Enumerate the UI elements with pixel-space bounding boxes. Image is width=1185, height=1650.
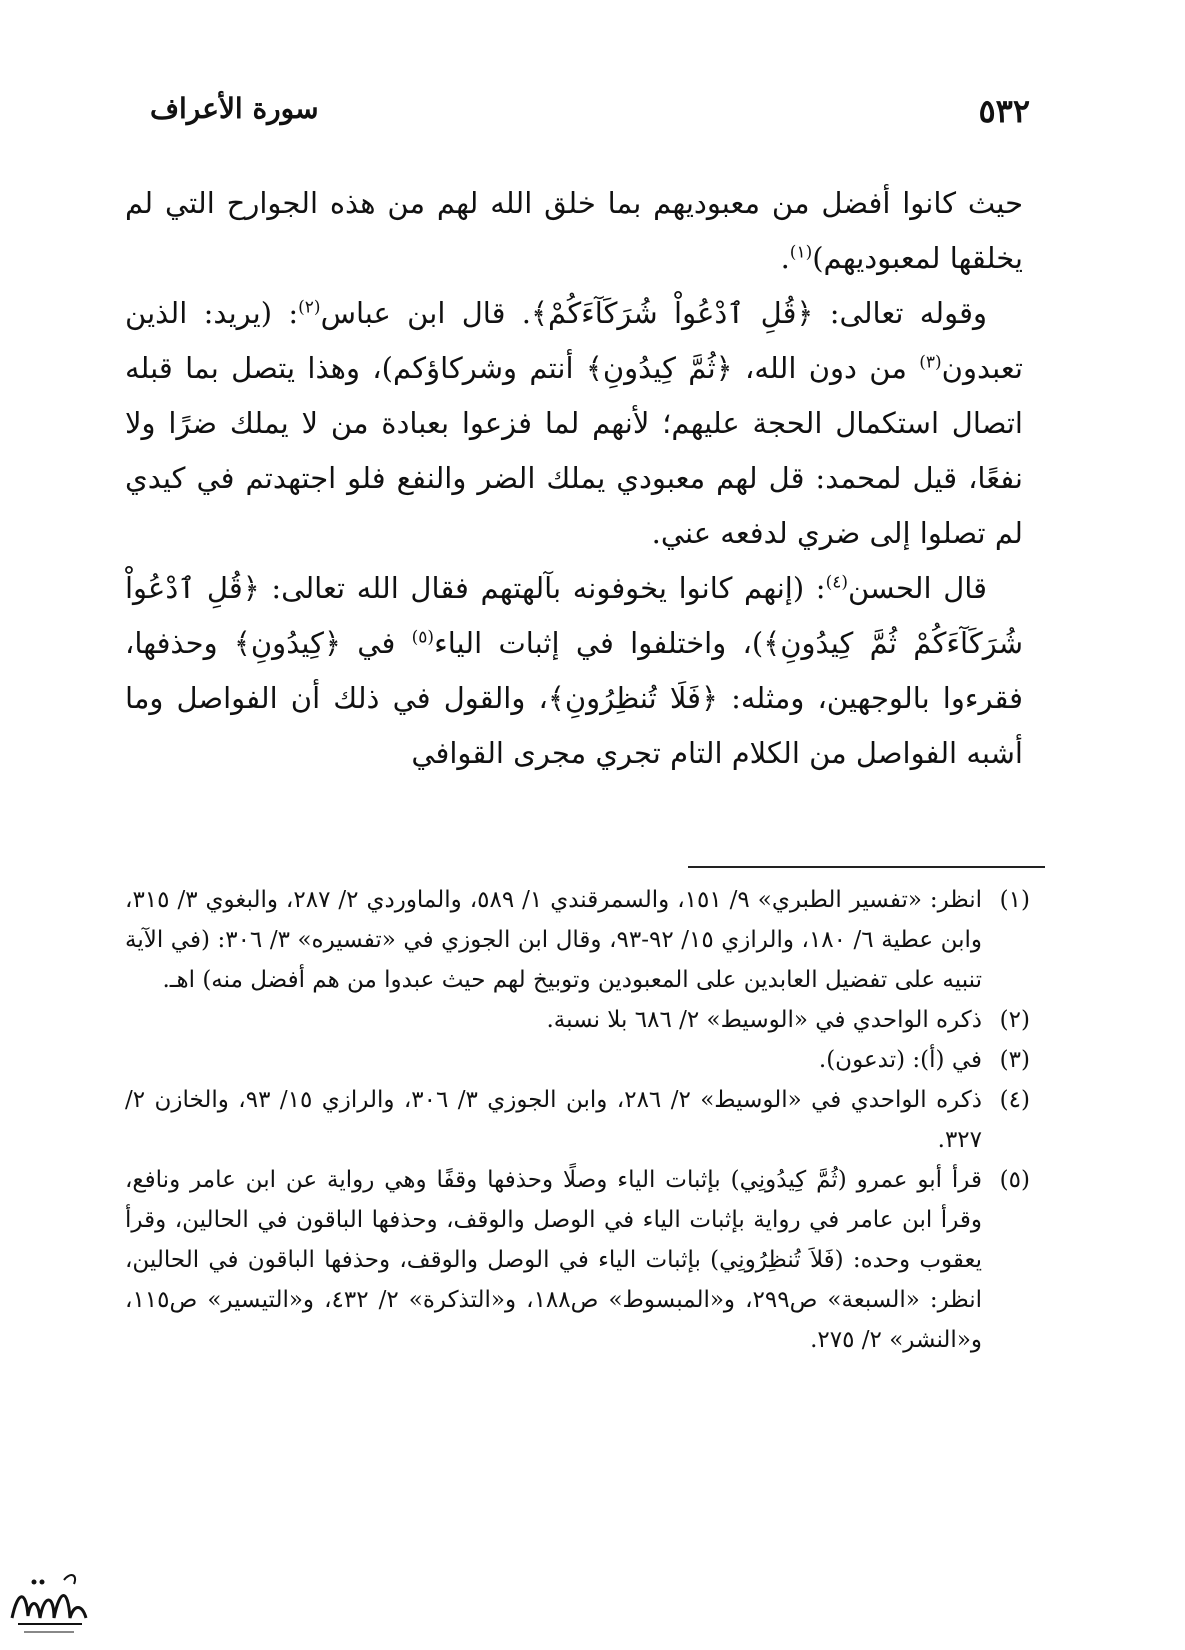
footnote-ref-1: (١) [789,242,813,263]
footnote-number: (٤) [999,1087,1030,1113]
footnote-1 [125,880,1030,1000]
paragraph-2-part-a: وقوله تعالى: ﴿قُلِ ٱدْعُواْ شُرَكَآءَكُمْ﴾. قال ابن عباس [320,296,987,330]
footnote-2 [125,1000,1030,1040]
footnote-ref-3: (٣) [919,352,942,373]
main-text [125,176,1023,781]
paragraph-3-part-a: قال الحسن [848,571,987,605]
publisher-logo [4,1560,92,1640]
paragraph-2-part-b: : (يريد: الذين تعبدون [125,296,1023,385]
footnote-5 [125,1160,1030,1360]
surah-title: سورة الأعراف [150,92,319,125]
footnotes [125,880,1030,1360]
paragraph-1-text: حيث كانوا أفضل من معبوديهم بما خلق الله لهم من هذه الجوارح التي لم يخلقها لمعبوديهم) [125,186,1023,275]
footnote-ref-5: (٥) [411,627,435,648]
footnote-ref-2: (٢) [298,297,321,318]
footnote-3 [125,1040,1030,1080]
footnote-number: (٥) [999,1167,1030,1193]
paragraph-3 [125,561,1023,781]
footnote-number: (٢) [999,1007,1030,1033]
paragraph-3-part-b: : (إنهم كانوا يخوفونه بآلهتهم فقال الله تعالى: ﴿قُلِ ٱدْعُواْ شُرَكَآءَكُمْ ثُمَّ كِيدُونِ﴾)، واختلفوا في إثبات الياء [125,571,1023,660]
footnote-text: انظر: «تفسير الطبري» ٩/ ١٥١، والسمرقندي ١/ ٥٨٩، والماوردي ٢/ ٢٨٧، والبغوي ٣/ ٣١٥، وابن عطية ٦/ ١٨٠، والرازي ١٥/ ٩٢-٩٣، وقال ابن الجوزي في «تفسيره» ٣/ ٣٠٦: (في الآية تنبيه على تفضيل العابدين على المعبودين وتوبيخ لهم حيث عبدوا من هم أفضل منه) اهـ. [125,887,983,993]
page-header [150,92,1030,142]
page-number: ٥٣٢ [978,92,1030,130]
footnote-divider [688,866,1045,868]
paragraph-1 [125,176,1023,286]
footnote-text: ذكره الواحدي في «الوسيط» ٢/ ٦٨٦ بلا نسبة. [546,1007,982,1033]
paragraph-2 [125,286,1023,561]
footnote-ref-4: (٤) [825,572,848,593]
footnote-4 [125,1080,1030,1160]
footnote-text: في (أ): (تدعون). [818,1047,982,1073]
footnote-text: قرأ أبو عمرو (ثُمَّ كِيدُونِي) بإثبات الياء وصلًا وحذفها وقفًا وهي رواية عن ابن عامر ونافع، وقرأ ابن عامر في رواية بإثبات الياء في الوصل والوقف، وحذفها الباقون في الحالين، وقرأ يعقوب وحده: (فَلاَ تُنظِرُونِي) بإثبات الياء في الوصل والوقف، وحذفها الباقون في الحالين، انظر: «السبعة» ص٢٩٩، و«المبسوط» ص١٨٨، و«التذكرة» ٢/ ٤٣٢، و«التيسير» ص١١٥، و«النشر» ٢/ ٢٧٥. [125,1167,982,1353]
footnote-text: ذكره الواحدي في «الوسيط» ٢/ ٢٨٦، وابن الجوزي ٣/ ٣٠٦، والرازي ١٥/ ٩٣، والخازن ٢/ ٣٢٧. [125,1087,983,1153]
paragraph-1-end: . [780,241,790,275]
footnote-number: (١) [999,887,1030,913]
paragraph-2-part-c: من دون الله، ﴿ثُمَّ كِيدُونِ﴾ أنتم وشركاؤكم)، وهذا يتصل بما قبله اتصال استكمال الحجة عليهم؛ لأنهم لما فزعوا بعبادة من لا يملك ضرًا ولا نفعًا، قيل لمحمد: قل لهم معبودي يملك الضر والنفع فلو اجتهدتم في كيدي لم تصلوا إلى ضري لدفعه عني. [125,351,1023,550]
footnote-number: (٣) [999,1047,1030,1073]
paragraph-3-part-c: في ﴿كِيدُونِ﴾ وحذفها، فقرءوا بالوجهين، ومثله: ﴿فَلَا تُنظِرُونِ﴾، والقول في ذلك أن الفواصل وما أشبه الفواصل من الكلام التام تجري مجرى القوافي [125,626,1023,770]
